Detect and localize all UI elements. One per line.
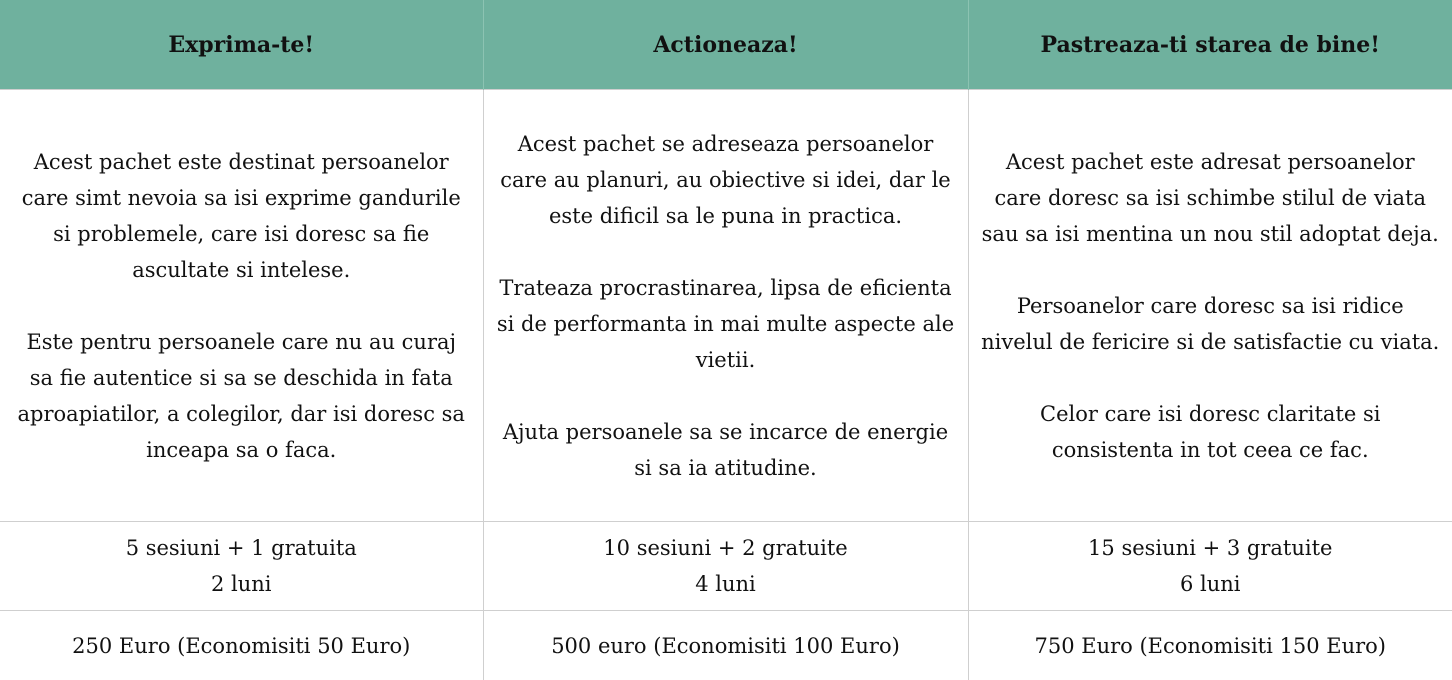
- package-description-actioneaza: [483, 90, 968, 522]
- package-title-actioneaza: Actioneaza!: [483, 0, 968, 90]
- package-sessions-exprima: [0, 522, 483, 611]
- package-title-pastreaza: Pastreaza-ti starea de bine!: [968, 0, 1452, 90]
- duration: 2 luni: [210, 572, 272, 596]
- description-paragraph: Acest pachet este adresat persoanelor care doresc sa isi schimbe stilul de viata sau sa isi mentina un nou stil adoptat deja.: [981, 149, 1439, 246]
- description-paragraph: Celor care isi doresc claritate si consistenta in tot ceea ce fac.: [1040, 401, 1381, 462]
- package-sessions-pastreaza: [968, 522, 1452, 611]
- description-paragraph: Acest pachet este destinat persoanelor care simt nevoia sa isi exprime gandurile si problemele, care isi doresc sa fie ascultate si intelese.: [21, 149, 461, 282]
- package-price-exprima: 250 Euro (Economisiti 50 Euro): [0, 611, 483, 680]
- package-sessions-actioneaza: [483, 522, 968, 611]
- description-paragraph: Trateaza procrastinarea, lipsa de eficienta si de performanta in mai multe aspecte ale vietii.: [496, 275, 955, 372]
- sessions-row: [0, 522, 1452, 611]
- sessions-count: 10 sesiuni + 2 gratuite: [603, 536, 848, 560]
- description-paragraph: Ajuta persoanele sa se incarce de energie si sa ia atitudine.: [502, 419, 949, 480]
- description-paragraph: Acest pachet se adreseaza persoanelor care au planuri, au obiective si idei, dar le este dificil sa le puna in practica.: [500, 131, 951, 228]
- package-description-pastreaza: [968, 90, 1452, 522]
- description-row: [0, 90, 1452, 522]
- price-row: [0, 611, 1452, 680]
- description-paragraph: Este pentru persoanele care nu au curaj sa fie autentice si sa se deschida in fata aproapiatilor, a colegilor, dar isi doresc sa inceapa sa o faca.: [17, 329, 465, 462]
- sessions-count: 15 sesiuni + 3 gratuite: [1088, 536, 1333, 560]
- package-price-actioneaza: 500 euro (Economisiti 100 Euro): [483, 611, 968, 680]
- duration: 4 luni: [695, 572, 756, 596]
- package-title-exprima: Exprima-te!: [0, 0, 483, 90]
- description-paragraph: Persoanelor care doresc sa isi ridice nivelul de fericire si de satisfactie cu viata.: [981, 293, 1440, 354]
- header-row: [0, 0, 1452, 90]
- duration: 6 luni: [1179, 572, 1241, 596]
- sessions-count: 5 sesiuni + 1 gratuita: [125, 536, 357, 560]
- package-price-pastreaza: 750 Euro (Economisiti 150 Euro): [968, 611, 1452, 680]
- package-description-exprima: [0, 90, 483, 522]
